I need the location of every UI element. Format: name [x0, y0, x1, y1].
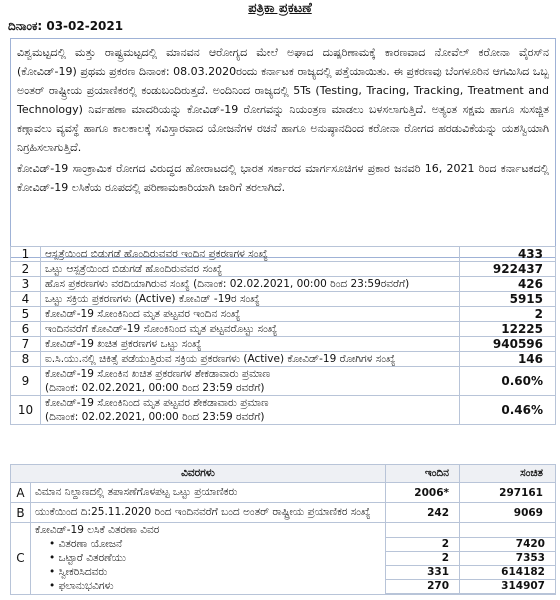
item-total: 314907	[460, 579, 555, 593]
table-row	[11, 523, 556, 595]
release-date: ದಿನಾಂಕ: 03-02-2021	[8, 19, 124, 33]
row-label: ವಿಮಾನ ನಿಲ್ದಾಣದಲ್ಲಿ ತಪಾಸಣೆಗೊಳಪಟ್ಟ ಒಟ್ಟು ಪ್ರಯಾಣಿಕರು	[31, 483, 386, 503]
row-value: 922437	[460, 262, 556, 277]
row-value: 433	[460, 247, 556, 262]
item-label: ವಿತರಣಾ ಯೋಜನೆ	[58, 537, 123, 550]
row-value: 0.46%	[460, 396, 556, 425]
list-item: • ಸ್ವೀಕರಿಸಿದವರು	[49, 565, 108, 578]
row-letter: A	[11, 483, 31, 503]
row-number: 5	[11, 307, 41, 322]
vaccine-today-list	[386, 523, 459, 594]
row-number: 8	[11, 352, 41, 367]
row-label: ಕೋವಿಡ್-19 ಸೋಂಕಿನ ಖಚಿತ ಪ್ರಕರಣಗಳ ಶೇಕಡಾವಾರು ಪ್ರಮಾಣ	[45, 368, 271, 380]
table-row	[11, 292, 556, 307]
row-number: 2	[11, 262, 41, 277]
intro-paragraph: ವಿಶ್ವಮಟ್ಟದಲ್ಲಿ ಮತ್ತು ರಾಷ್ಟ್ರಮಟ್ಟದಲ್ಲಿ ಮಾನವನ ಆರೋಗ್ಯದ ಮೇಲೆ ಅಘಾದ ದುಷ್ಪರಿಣಾಮಕ್ಕೆ ಕಾರಣವಾದ ನೋವೆಲ್ ಕರೋನಾ ವೈರಸ್‌ನ (ಕೋವಿಡ್-19) ಪ್ರಥಮ ಪ್ರಕರಣ ದಿನಾಂಕ: 08.03.2020ರಂದು ಕರ್ನಾಟಕ ರಾಜ್ಯದಲ್ಲಿ ಪತ್ತೆಯಾಯಿತು. ಈ ಪ್ರಕರಣವು ಬೆಂಗಳೂರಿನ ಆಗಮಿಸಿದ ಒಬ್ಬ ಅಂತರ್ ರಾಷ್ಟ್ರೀಯ ಪ್ರಯಾಣಿಕರಲ್ಲಿ ಕಂಡುಬಂದಿರುತ್ತದೆ. ಅಂದಿನಿಂದ ರಾಜ್ಯದಲ್ಲಿ 5Ts (Testing, Tracing, Tracking, Treatment and Technology) ನಿರ್ವಹಣಾ ಮಾದರಿಯನ್ನು ಕೋವಿಡ್-19 ರೋಗವನ್ನು ನಿಯಂತ್ರಣ ಮಾಡಲು ಬಳಸಲಾಗುತ್ತಿದೆ. ಅತ್ಯಂತ ಸಕ್ಷಮ ಹಾಗೂ ಸುಸಜ್ಜಿತ ಕಣ್ಗಾವಲು ವ್ಯವಸ್ಥೆ ಹಾಗೂ ಕಾಲಕಾಲಕ್ಕೆ ಸವಿಸ್ತಾರವಾದ ಯೋಜನೆಗಳ ರಚನೆ ಹಾಗೂ ಅನುಷ್ಠಾನದಿಂದ ಕರೋನಾ ರೋಗದ ಹರಡುವಿಕೆಯನ್ನು ಯಶಸ್ವಿಯಾಗಿ ನಿಗ್ರಹಿಸಲಾಗುತ್ತಿದೆ.	[17, 46, 549, 154]
row-label: ಒಟ್ಟು ಆಸ್ಪತ್ರೆಯಿಂದ ಬಿಡುಗಡೆ ಹೊಂದಿರುವವರ ಸಂಖ್ಯೆ	[41, 262, 460, 277]
row-value: 2	[460, 307, 556, 322]
item-today: 331	[386, 565, 459, 579]
row-label: ಆಸ್ಪತ್ರೆಯಿಂದ ಬಿಡುಗಡೆ ಹೊಂದಿರುವವರ ಇಂದಿನ ಪ್ರಕರಣಗಳ ಸಂಖ್ಯೆ	[41, 247, 460, 262]
row-value: 146	[460, 352, 556, 367]
item-label: ಒಟ್ಟಾರೆ ವಿತರಣೆಯು	[58, 551, 127, 564]
vaccine-details-cell	[31, 523, 386, 595]
row-number: 1	[11, 247, 41, 262]
column-header-details: ವಿವರಗಳು	[11, 465, 386, 483]
row-number: 3	[11, 277, 41, 292]
intro-box	[10, 38, 556, 258]
row-number: 7	[11, 337, 41, 352]
table-row	[11, 352, 556, 367]
row-today: 242	[386, 503, 460, 523]
item-total: 614182	[460, 565, 555, 579]
row-label: ಕೋವಿಡ್-19 ಸೋಂಕಿನಿಂದ ಮೃತ ಪಟ್ಟವರ ಇಂದಿನ ಸಂಖ್ಯೆ	[41, 307, 460, 322]
row-number: 10	[11, 396, 41, 425]
column-header-cumulative: ಸಂಚಿತ	[460, 465, 556, 483]
table-row	[11, 322, 556, 337]
table-row	[11, 396, 556, 425]
row-label: ಒಟ್ಟು ಸಕ್ರಿಯ ಪ್ರಕರಣಗಳು (Active) ಕೋವಿಡ್ -19ರ ಸಂಖ್ಯೆ	[41, 292, 460, 307]
table-row	[11, 262, 556, 277]
row-label: ಹೊಸ ಪ್ರಕರಣಗಳು ವರದಿಯಾಗಿರುವ ಸಂಖ್ಯೆ (ದಿನಾಂಕ: 02.02.2021, 00:00 ರಿಂದ 23:59ರವರೆಗೆ)	[41, 277, 460, 292]
vaccine-heading: ಕೋವಿಡ್-19 ಲಸಿಕೆ ವಿತರಣಾ ವಿವರ	[35, 523, 160, 536]
vaccine-details-list	[31, 523, 385, 593]
row-number: 4	[11, 292, 41, 307]
item-total: 7420	[460, 537, 555, 551]
list-item: • ಒಟ್ಟಾರೆ ವಿತರಣೆಯು	[49, 551, 127, 564]
row-label: ಇಂದಿನವರೆಗೆ ಕೋವಿಡ್-19 ಸೋಂಕಿನಿಂದ ಮೃತ ಪಟ್ಟವರೊಟ್ಟು ಸಂಖ್ಯೆ	[41, 322, 460, 337]
list-item: • ವಿತರಣಾ ಯೋಜನೆ	[49, 537, 123, 550]
row-label: ಕೋವಿಡ್-19 ಸೋಂಕಿನಿಂದ ಮೃತ ಪಟ್ಟವರ ಶೇಕಡಾವಾರು ಪ್ರಮಾಣ	[45, 397, 269, 409]
stats-table	[10, 246, 556, 425]
intro-paragraph: ಕೋವಿಡ್-19 ಸಾಂಕ್ರಾಮಿಕ ರೋಗದ ವಿರುದ್ಧದ ಹೋರಾಟದಲ್ಲಿ ಭಾರತ ಸರ್ಕಾರದ ಮಾರ್ಗಸೂಚಿಗಳ ಪ್ರಕಾರ ಜನವರಿ 16, 2021 ರಿಂದ ಕರ್ನಾಟಕದಲ್ಲಿ ಕೋವಿಡ್-19 ಲಸಿಕೆಯ ರೂಪದಲ್ಲಿ ಪರಿಣಾಮಕಾರಿಯಾಗಿ ಜಾರಿಗೆ ತರಲಾಗಿದೆ.	[17, 162, 549, 194]
vaccination-table	[10, 464, 556, 595]
table-row	[11, 247, 556, 262]
item-label: ಸ್ವೀಕರಿಸಿದವರು	[58, 565, 108, 578]
item-today: 270	[386, 579, 459, 593]
item-label: ಫಲಾನುಭವಿಗಳು	[58, 579, 114, 592]
row-label-cell	[41, 396, 460, 425]
row-value: 5915	[460, 292, 556, 307]
row-number: 6	[11, 322, 41, 337]
row-letter: B	[11, 503, 31, 523]
row-label: ಕೋವಿಡ್-19 ಖಚಿತ ಪ್ರಕರಣಗಳ ಒಟ್ಟು ಸಂಖ್ಯೆ	[41, 337, 460, 352]
table-row	[11, 277, 556, 292]
item-total: 7353	[460, 551, 555, 565]
column-header-today: ಇಂದಿನ	[386, 465, 460, 483]
row-sublabel: (ದಿನಾಂಕ: 02.02.2021, 00:00 ರಿಂದ 23:59 ರವರೆಗೆ)	[45, 382, 265, 394]
item-today: 2	[386, 537, 459, 551]
row-label: ಯುಕೆಯಿಂದ ದಿ:25.11.2020 ರಿಂದ ಇಂದಿನವರೆಗೆ ಬಂದ ಅಂತರ್ ರಾಷ್ಟ್ರೀಯ ಪ್ರಯಾಣಿಕರ ಸಂಖ್ಯೆ	[31, 503, 386, 523]
table-row	[11, 337, 556, 352]
table-row	[11, 307, 556, 322]
row-value: 426	[460, 277, 556, 292]
row-label-cell	[41, 367, 460, 396]
table-row	[11, 503, 556, 523]
table-row	[11, 367, 556, 396]
row-value: 12225	[460, 322, 556, 337]
spacer	[386, 523, 459, 537]
list-item: • ಫಲಾನುಭವಿಗಳು	[49, 579, 114, 592]
row-value: 940596	[460, 337, 556, 352]
row-letter: C	[11, 523, 31, 595]
vaccine-today-cell	[386, 523, 460, 595]
row-total: 9069	[460, 503, 556, 523]
page-title: ಪತ್ರಿಕಾ ಪ್ರಕಟಣೆ	[248, 1, 312, 16]
row-value: 0.60%	[460, 367, 556, 396]
vaccine-total-cell	[460, 523, 556, 595]
table-row	[11, 483, 556, 503]
row-total: 297161	[460, 483, 556, 503]
item-today: 2	[386, 551, 459, 565]
spacer	[460, 523, 555, 537]
row-sublabel: (ದಿನಾಂಕ: 02.02.2021, 00:00 ರಿಂದ 23:59 ರವರೆಗೆ)	[45, 411, 265, 423]
row-label: ಐ.ಸಿ.ಯು.ನಲ್ಲಿ ಚಿಕಿತ್ಸೆ ಪಡೆಯುತ್ತಿರುವ ಸಕ್ರಿಯ ಪ್ರಕರಣಗಳು (Active) ಕೋವಿಡ್-19 ರೋಗಿಗಳ ಸಂಖ್ಯೆ	[41, 352, 460, 367]
vaccine-total-list	[460, 523, 555, 594]
row-today: 2006*	[386, 483, 460, 503]
table-header-row	[11, 465, 556, 483]
row-number: 9	[11, 367, 41, 396]
